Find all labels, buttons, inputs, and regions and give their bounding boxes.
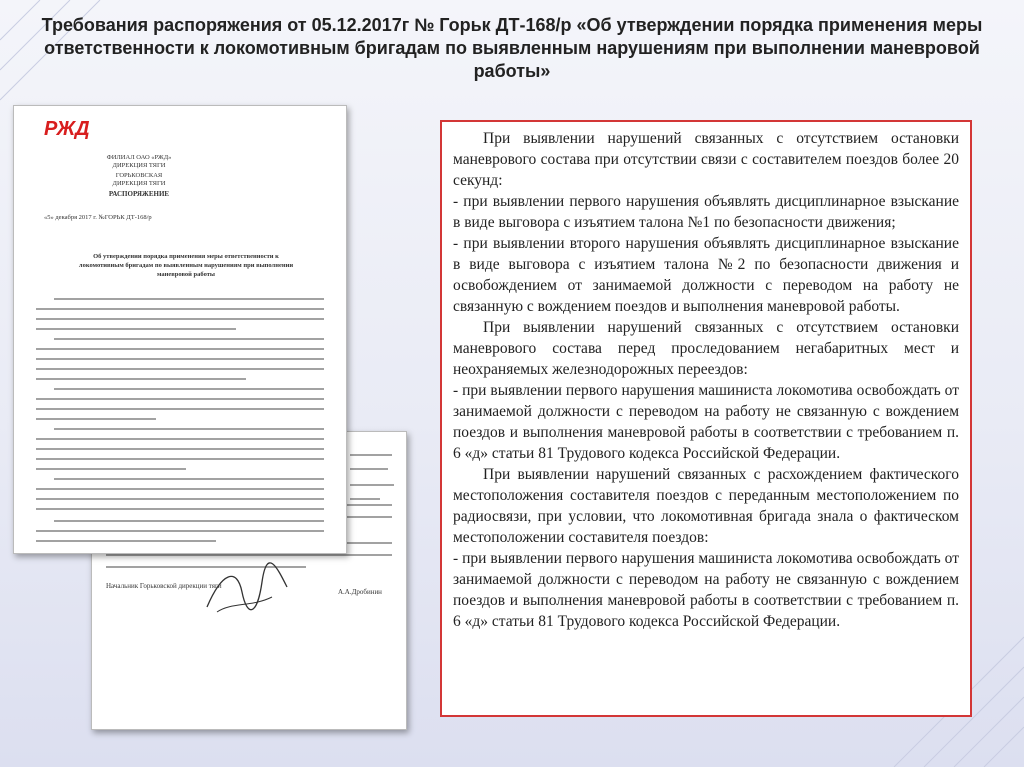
doc-date-number: «5» декабря 2017 г. №ГОРЬК ДТ-168/р [44,214,152,221]
paragraph-2: - при выявлении первого нарушения объявлять дисциплинарное взыскание в виде выговора с изъятием талона №1 по безопасности движения; [453,193,959,231]
slide-title: Требования распоряжения от 05.12.2017г № Горьк ДТ-168/р «Об утверждении порядка применения меры ответственности к локомотивным бригадам по выявленным нарушениям при выполнении маневровой работы» [41,15,983,81]
paragraph-1: При выявлении нарушений связанных с отсутствием остановки маневрового состава при отсутствии связи с составителем поездов более 20 секунд: [453,130,959,189]
paragraph-7: - при выявлении первого нарушения машиниста локомотива освобождать от занимаемой должности с переводом на работу не связанную с вождением поездов и выполнения маневровой работы в соответствии с требованием п. 6 «д» статьи 81 Трудового кодекса Российской Федерации. [453,550,959,630]
scanned-page-front [13,105,347,554]
org-line-2: ДИРЕКЦИЯ ТЯГИ [112,162,166,169]
org-line-4: ДИРЕКЦИЯ ТЯГИ [112,180,166,187]
org-line-1: ФИЛИАЛ ОАО «РЖД» [106,154,172,161]
org-line-3: ГОРЬКОВСКАЯ [115,172,163,179]
paragraph-5: - при выявлении первого нарушения машиниста локомотива освобождать от занимаемой должности с переводом на работу не связанную с вождением поездов и выполнения маневровой работы в соответствии с требованием п. 6 «д» статьи 81 Трудового кодекса Российской Федерации. [453,382,959,462]
signature-icon [202,562,292,622]
paragraph-3: - при выявлении второго нарушения объявлять дисциплинарное взыскание в виде выговора с изъятием талона №2 по безопасности движения и освобождением от занимаемой должности с переводом на работу не связанную с вождением поездов и выполнения маневровой работы. [453,235,959,315]
rzd-logo: РЖД [44,118,90,140]
paragraph-4: При выявлении нарушений связанных с отсутствием остановки маневрового состава перед проследованием негабаритных мест и неохраняемых железнодорожных переездов: [453,319,959,378]
requirements-text-panel [440,120,972,717]
signer-name: А.А.Дробинин [338,588,382,596]
doc-subject: Об утверждении порядка применения меры ответственности к локомотивным бригадам по выявленным нарушениям при выполнении маневровой работы [78,253,294,278]
signer-position: Начальник Горьковской дирекции тяги [106,582,222,590]
doc-type: РАСПОРЯЖЕНИЕ [108,190,170,198]
paragraph-6: При выявлении нарушений связанных с расхождением фактического местоположения составителя поездов с переданным местоположением по радиосвязи, при условии, что локомотивная бригада знала о фактическом местоположении составителя поездов: [453,466,959,546]
